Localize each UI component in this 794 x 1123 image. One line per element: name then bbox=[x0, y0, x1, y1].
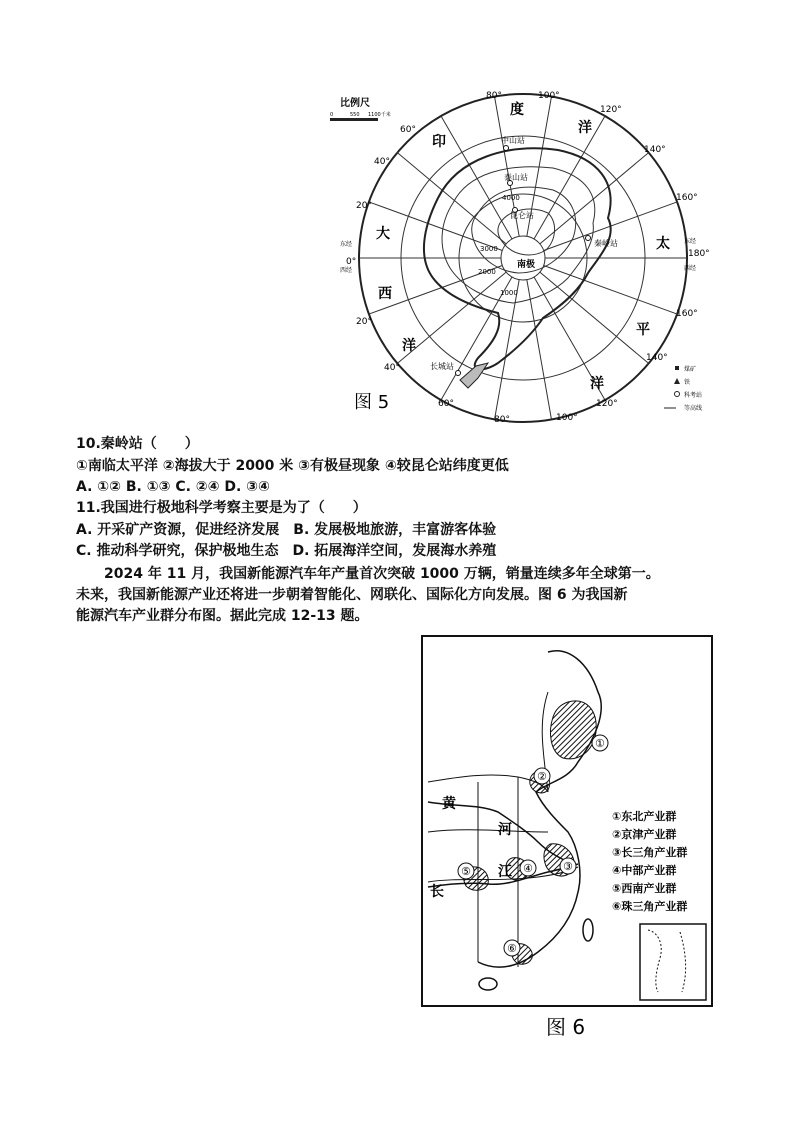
legend-item: ⑤西南产业群 bbox=[612, 882, 677, 895]
contour-label: 1000 bbox=[500, 289, 518, 297]
antarctic-peninsula bbox=[460, 363, 488, 388]
cluster-marker-label: ② bbox=[537, 770, 547, 783]
contour-label: 4000 bbox=[502, 194, 520, 202]
river-label: 江 bbox=[498, 864, 512, 880]
question-10-statements: ①南临太平洋 ②海拔大于 2000 米 ③有极昼现象 ④较昆仑站纬度更低 bbox=[76, 458, 509, 474]
longitude-label: 140° bbox=[646, 353, 668, 363]
river-label: 黄 bbox=[442, 796, 456, 812]
longitude-label: 0° bbox=[346, 257, 357, 267]
question-11-options-row-2: C. 推动科学研究，保护极地生态 D. 拓展海洋空间，发展海水养殖 bbox=[76, 543, 497, 559]
longitude-label: 160° bbox=[676, 193, 698, 203]
station-label: 长城站 bbox=[430, 362, 454, 371]
meridian-line bbox=[397, 153, 506, 244]
longitude-label: 60° bbox=[400, 125, 416, 135]
station-marker bbox=[504, 146, 509, 151]
ocean-label: 大 bbox=[376, 226, 390, 242]
east-longitude-label: 东经 bbox=[684, 238, 697, 245]
legend-item: ③长三角产业群 bbox=[612, 846, 688, 859]
passage-line: 未来，我国新能源产业还将进一步朝着智能化、网联化、国际化方向发展。图 6 为我国新 bbox=[76, 587, 628, 603]
station-label: 昆仑站 bbox=[510, 211, 534, 220]
longitude-label: 80° bbox=[486, 91, 502, 101]
west-longitude-label: 西经 bbox=[340, 267, 353, 274]
longitude-label: 140° bbox=[644, 145, 666, 155]
coal-legend-icon bbox=[675, 366, 679, 370]
meridian-line bbox=[540, 272, 649, 363]
scale-label: 比例尺 bbox=[340, 98, 370, 109]
east-longitude-label: 东经 bbox=[340, 241, 353, 248]
ocean-label: 洋 bbox=[402, 338, 416, 354]
station-label: 秦岭站 bbox=[594, 239, 618, 248]
passage bbox=[76, 564, 726, 627]
figure-6-china-map bbox=[418, 632, 714, 1044]
south-china-sea-inset bbox=[640, 924, 706, 1000]
scale-tick: 1100千米 bbox=[368, 112, 391, 118]
legend-item: ⑥珠三角产业群 bbox=[612, 900, 688, 913]
longitude-label: 120° bbox=[596, 399, 618, 409]
legend-label: 铁 bbox=[684, 379, 691, 386]
longitude-label: 180° bbox=[688, 249, 710, 259]
river-label: 长 bbox=[430, 884, 444, 900]
station-label: 泰山站 bbox=[504, 173, 528, 182]
ocean-label: 平 bbox=[636, 322, 650, 338]
longitude-label: 60° bbox=[438, 399, 454, 409]
cluster-marker-label: ④ bbox=[523, 862, 533, 875]
passage-line: 能源汽车产业群分布图。据此完成 12-13 题。 bbox=[76, 608, 369, 624]
legend-label: 煤矿 bbox=[684, 366, 697, 373]
figure-6-caption: 图 6 bbox=[546, 1015, 586, 1039]
longitude-label: 100° bbox=[538, 91, 560, 101]
cluster-marker-label: ① bbox=[595, 737, 605, 750]
question-11-options-row-1: A. 开采矿产资源，促进经济发展 B. 发展极地旅游，丰富游客体验 bbox=[76, 522, 497, 538]
contour-label: 2000 bbox=[478, 268, 496, 276]
west-longitude-label: 西经 bbox=[684, 265, 697, 272]
longitude-label: 160° bbox=[676, 309, 698, 319]
ocean-label: 印 bbox=[432, 134, 446, 150]
station-legend-icon bbox=[675, 392, 680, 397]
ocean-label: 洋 bbox=[590, 376, 604, 392]
iron-legend-icon bbox=[674, 378, 680, 384]
longitude-label: 20° bbox=[356, 201, 372, 211]
figure-5-caption: 图 5 bbox=[354, 392, 390, 413]
ocean-label: 洋 bbox=[578, 120, 592, 136]
scale-tick: 550 bbox=[350, 112, 360, 118]
legend-label: 等高线 bbox=[684, 405, 703, 412]
ocean-label: 西 bbox=[378, 286, 392, 302]
ocean-label: 度 bbox=[510, 102, 524, 118]
longitude-label: 120° bbox=[600, 105, 622, 115]
south-pole-label: 南极 bbox=[517, 260, 536, 270]
passage-line: 2024 年 11 月，我国新能源汽车年产量首次突破 1000 万辆，销量连续多年全球第一。 bbox=[104, 566, 660, 582]
station-label: 中山站 bbox=[501, 136, 525, 145]
longitude-label: 100° bbox=[556, 413, 578, 423]
longitude-label: 40° bbox=[384, 363, 400, 373]
cluster-marker-label: ③ bbox=[563, 860, 573, 873]
question-11-stem: 11.我国进行极地科学考察主要是为了（ ） bbox=[76, 500, 367, 516]
scale-bar bbox=[330, 118, 378, 121]
scale-tick: 0 bbox=[330, 112, 334, 118]
longitude-label: 40° bbox=[374, 157, 390, 167]
legend-label: 科考站 bbox=[684, 392, 703, 399]
station-marker bbox=[456, 371, 461, 376]
cluster-marker-label: ⑥ bbox=[507, 942, 517, 955]
legend-item: ①东北产业群 bbox=[612, 810, 677, 823]
cluster-marker-label: ⑤ bbox=[461, 865, 471, 878]
river-label: 河 bbox=[498, 822, 512, 838]
station-marker bbox=[586, 236, 591, 241]
contour-label: 3000 bbox=[480, 245, 498, 253]
longitude-label: 20° bbox=[356, 317, 372, 327]
question-10-options: A. ①② B. ①③ C. ②④ D. ③④ bbox=[76, 479, 270, 495]
ocean-label: 太 bbox=[656, 236, 670, 252]
legend-item: ④中部产业群 bbox=[612, 864, 677, 877]
question-10-stem: 10.秦岭站（ ） bbox=[76, 436, 199, 452]
legend-item: ②京津产业群 bbox=[612, 828, 677, 841]
longitude-label: 80° bbox=[494, 415, 510, 425]
figure-5-antarctica-map bbox=[318, 88, 716, 426]
